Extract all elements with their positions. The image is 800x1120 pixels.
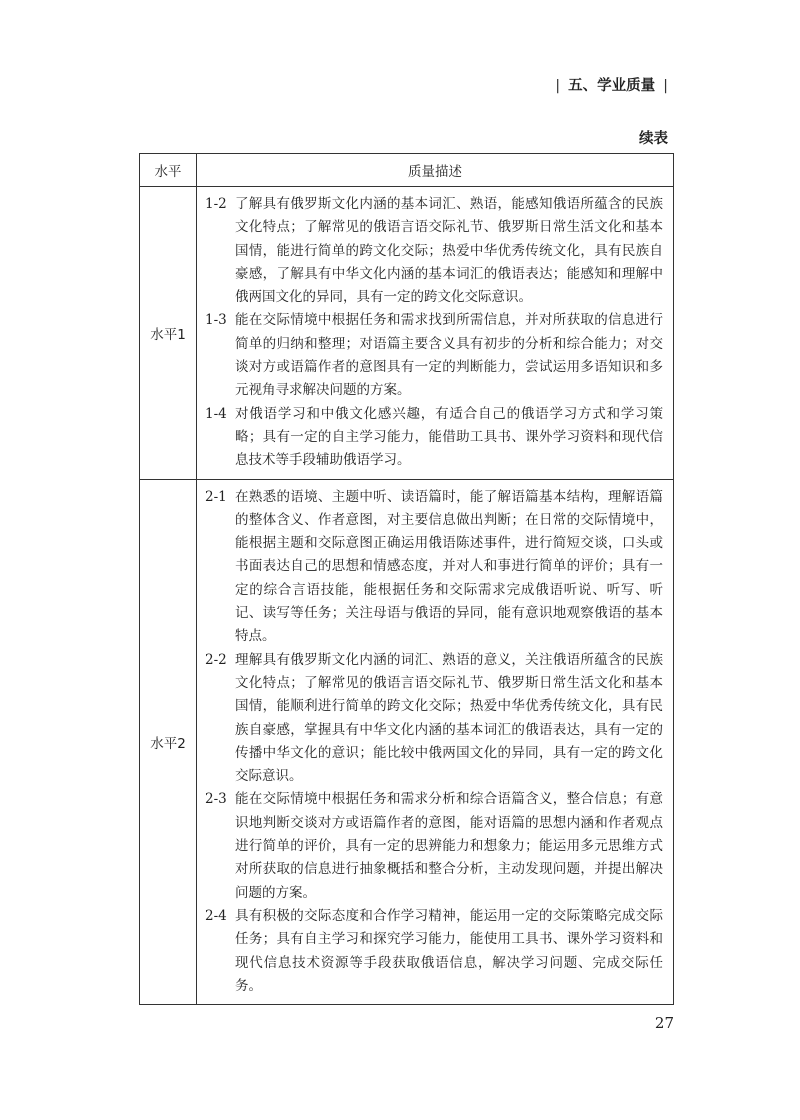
list-item xyxy=(205,403,663,473)
header-separator-right: | xyxy=(663,78,668,94)
level-cell: 水平1 xyxy=(140,187,197,480)
item-number: 2-2 xyxy=(205,651,227,668)
table-header-row xyxy=(140,154,674,187)
list-item xyxy=(205,788,663,904)
list-item xyxy=(205,193,663,309)
header-separator-left: | xyxy=(555,78,561,94)
item-number: 1-4 xyxy=(205,405,227,422)
section-title: 五、学业质量 xyxy=(568,78,656,94)
item-text: 能在交际情境中根据任务和需求找到所需信息，并对所获取的信息进行简单的归纳和整理；对语篇主要含义具有初步的分析和综合能力；对交谈对方或语篇作者的意图具有一定的判断能力，尝试运用多语知识和多元视角寻求解决问题的方案。 xyxy=(235,312,663,399)
description-cell xyxy=(197,479,674,1005)
item-number: 2-1 xyxy=(205,488,227,505)
list-item xyxy=(205,486,663,649)
page-number: 27 xyxy=(654,1014,674,1032)
item-number: 1-3 xyxy=(205,312,227,329)
table-row xyxy=(140,187,674,480)
item-text: 具有积极的交际态度和合作学习精神，能运用一定的交际策略完成交际任务；具有自主学习和探究学习能力，能使用工具书、课外学习资料和现代信息技术资源等手段获取俄语信息，解决学习问题、完成交际任务。 xyxy=(235,907,663,994)
item-number: 2-3 xyxy=(205,791,227,808)
column-header-description: 质量描述 xyxy=(197,154,674,187)
list-item xyxy=(205,649,663,789)
list-item xyxy=(205,309,663,402)
quality-table xyxy=(139,153,674,1005)
table-caption: 续表 xyxy=(639,131,668,147)
item-text: 理解具有俄罗斯文化内涵的词汇、熟语的意义，关注俄语所蕴含的民族文化特点；了解常见的俄语言语交际礼节、俄罗斯日常生活文化和基本国情，能顺利进行简单的跨文化交际；热爱中华优秀传统文化，具有民族自豪感，掌握具有中华文化内涵的基本词汇的俄语表达，具有一定的传播中华文化的意识；能比较中俄两国文化的异同，具有一定的跨文化交际意识。 xyxy=(235,651,663,785)
item-text: 对俄语学习和中俄文化感兴趣，有适合自己的俄语学习方式和学习策略；具有一定的自主学习能力，能借助工具书、课外学习资料和现代信息技术等手段辅助俄语学习。 xyxy=(235,405,663,469)
item-number: 2-4 xyxy=(205,907,227,924)
running-header xyxy=(547,74,676,95)
item-number: 1-2 xyxy=(205,196,227,212)
item-text: 能在交际情境中根据任务和需求分析和综合语篇含义，整合信息；有意识地判断交谈对方或语篇作者的意图，能对语篇的思想内涵和作者观点进行简单的评价，具有一定的思辨能力和想象力；能运用多元思维方式对所获取的信息进行抽象概括和整合分析，主动发现问题，并提出解决问题的方案。 xyxy=(235,791,663,901)
level-cell: 水平2 xyxy=(140,479,197,1005)
table-row xyxy=(140,479,674,1005)
description-cell xyxy=(197,187,674,480)
item-text: 在熟悉的语境、主题中听、读语篇时，能了解语篇基本结构，理解语篇的整体含义、作者意图，对主要信息做出判断；在日常的交际情境中，能根据主题和交际意图正确运用俄语陈述事件，进行简短交谈，口头或书面表达自己的思想和情感态度，并对人和事进行简单的评价；具有一定的综合言语技能，能根据任务和交际需求完成俄语听说、听写、听记、读写等任务；关注母语与俄语的异同，能有意识地观察俄语的基本特点。 xyxy=(235,488,663,645)
column-header-level: 水平 xyxy=(140,154,197,187)
item-text: 了解具有俄罗斯文化内涵的基本词汇、熟语，能感知俄语所蕴含的民族文化特点；了解常见的俄语言语交际礼节、俄罗斯日常生活文化和基本国情，能进行简单的跨文化交际；热爱中华优秀传统文化，具有民族自豪感，了解具有中华文化内涵的基本词汇的俄语表达；能感知和理解中俄两国文化的异同，具有一定的跨文化交际意识。 xyxy=(235,196,663,306)
list-item xyxy=(205,905,663,998)
